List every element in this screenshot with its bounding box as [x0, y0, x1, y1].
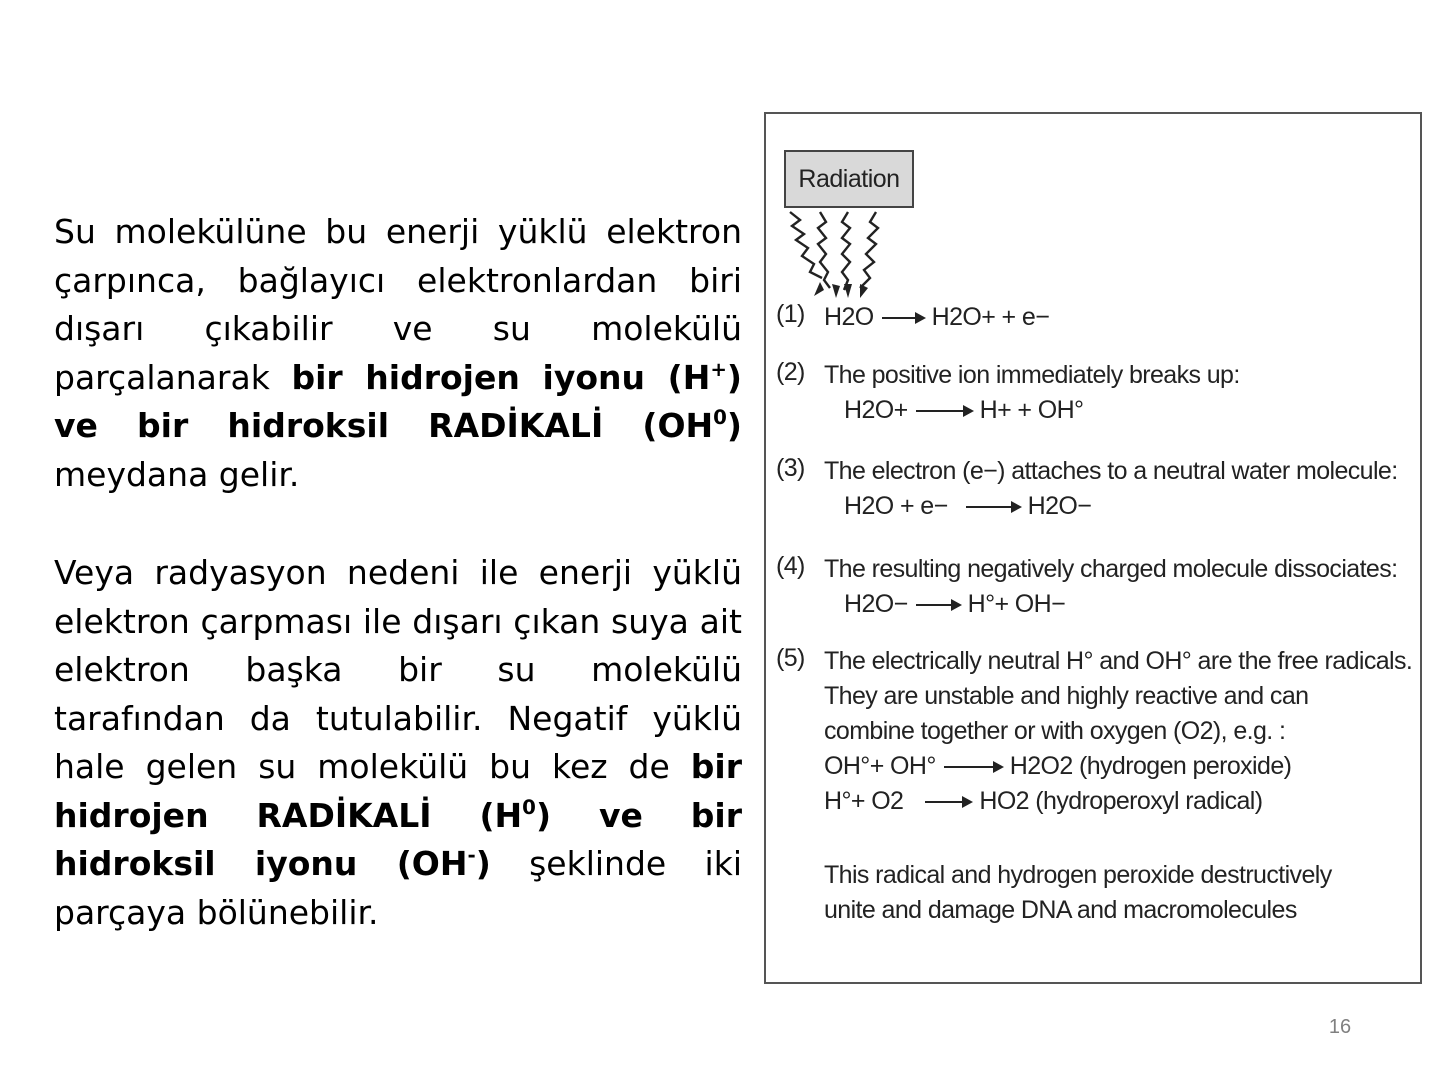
conclusion [776, 858, 1416, 928]
text-span: ) [726, 406, 742, 445]
ray-arrowhead [860, 284, 868, 298]
step-number: (5) [776, 644, 805, 672]
reaction-arrow [916, 604, 960, 606]
equation-rhs: HO2 (hydroperoxyl radical) [979, 787, 1263, 815]
radiolysis-figure [764, 112, 1422, 984]
text-span: ) [475, 844, 491, 883]
equation-lhs: H2O [824, 303, 874, 331]
step-2 [776, 358, 1416, 454]
ray-arrowhead [814, 282, 824, 296]
paragraph-electron-capture [54, 549, 742, 937]
step-number-blank [776, 858, 824, 928]
step-body [824, 644, 1416, 858]
ray-arrowhead [832, 284, 840, 298]
equation-rhs: H2O− [1027, 492, 1092, 520]
equation-rhs: H+ + OH° [979, 396, 1084, 424]
superscript: - [467, 844, 476, 868]
step-5 [776, 644, 1416, 858]
equation-lhs: H2O+ [844, 396, 908, 424]
superscript: 0 [522, 795, 536, 819]
reaction-arrow [944, 766, 1002, 768]
step-body [824, 358, 1416, 454]
step-text: The positive ion immediately breaks up: [824, 361, 1240, 389]
equation-rhs: H°+ OH− [967, 590, 1066, 618]
equation [824, 489, 1416, 524]
reaction-arrow [966, 506, 1020, 508]
step-text: The electrically neutral H° and OH° are the free radicals. [824, 647, 1413, 675]
equation [824, 749, 1416, 784]
equation [824, 587, 1416, 622]
step-text: The resulting negatively charged molecule dissociates: [824, 555, 1398, 583]
equation-lhs: H2O + e− [844, 492, 948, 520]
conclusion-text: unite and damage DNA and macromolecules [824, 896, 1297, 924]
step-text: The electron (e−) attaches to a neutral water molecule: [824, 457, 1398, 485]
text-span: Su molekülüne bu enerji yüklü elektron çarpınca, bağlayıcı elektronlardan biri dışarı çıkabilir ve su molekülü parçalanarak [54, 212, 742, 397]
equation-rhs: H2O+ + e− [931, 303, 1050, 331]
step-body [824, 858, 1416, 928]
conclusion-text: This radical and hydrogen peroxide destructively [824, 861, 1332, 889]
superscript: 0 [713, 406, 727, 430]
equation-lhs: H2O− [844, 590, 908, 618]
step-number: (4) [776, 552, 805, 580]
reaction-arrow [925, 801, 971, 803]
radiation-rays-icon [780, 208, 920, 300]
radiation-box: Radiation [784, 150, 914, 208]
text-span: ) ve bir hidroksil iyonu (OH [54, 795, 742, 883]
reaction-arrow [916, 410, 972, 412]
equation [824, 393, 1416, 428]
text-span: bir hidrojen RADİKALİ (H [54, 747, 742, 835]
step-number: (1) [776, 300, 805, 328]
equation [824, 300, 1416, 335]
ray-arrowhead [844, 284, 852, 298]
reaction-steps [776, 300, 1416, 928]
step-text: combine together or with oxygen (O2), e.g. : [824, 717, 1286, 745]
text-span: bir hidrojen iyonu (H [291, 357, 711, 397]
equation-lhs: H°+ O2 [824, 787, 904, 815]
paragraph-ionization [54, 208, 742, 499]
text-span: şeklinde iki parçaya bölünebilir. [54, 844, 742, 932]
page-number: 16 [1328, 1016, 1352, 1038]
step-body [824, 300, 1416, 358]
text-span: Veya radyasyon nedeni ile enerji yüklü elektron çarpması ile dışarı çıkan suya ait elektron başka bir su molekülü tarafından da tutulabilir. Negatif yüklü hale gelen su molekülü bu kez de [54, 553, 742, 786]
equation [824, 784, 1416, 819]
step-3 [776, 454, 1416, 552]
step-number: (3) [776, 454, 805, 482]
equation-rhs: H2O2 (hydrogen peroxide) [1009, 752, 1292, 780]
step-1 [776, 300, 1416, 358]
text-span: ) ve bir hidroksil RADİKALİ (OH [54, 357, 742, 445]
step-body [824, 454, 1416, 552]
step-body [824, 552, 1416, 644]
slide-body-text [54, 208, 742, 937]
step-4 [776, 552, 1416, 644]
step-number: (2) [776, 358, 805, 386]
superscript: + [710, 357, 727, 381]
equation-lhs: OH°+ OH° [824, 752, 936, 780]
step-text: They are unstable and highly reactive and can [824, 682, 1309, 710]
text-span: meydana gelir. [54, 454, 300, 494]
reaction-arrow [882, 317, 924, 319]
